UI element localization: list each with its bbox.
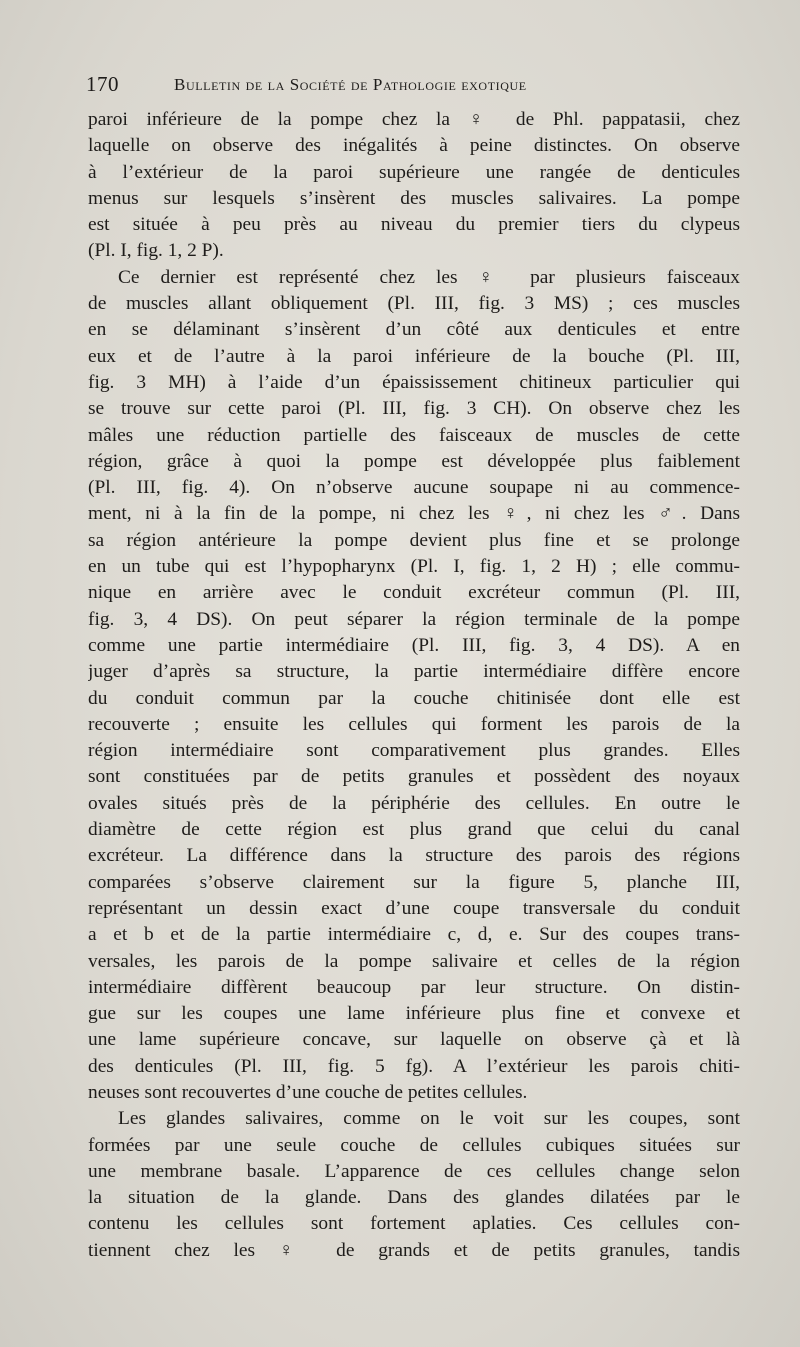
paragraph [88, 107, 740, 265]
text-line: fig. 3 MH) à l’aide d’un épaississement chitineux particulier qui [88, 371, 740, 393]
text-line: formées par une seule couche de cellules cubiques situées sur [88, 1134, 740, 1156]
text-line: comme une partie intermédiaire (Pl. III, fig. 3, 4 DS). A en [88, 634, 740, 656]
text-line: représentant un dessin exact d’une coupe transversale du conduit [88, 897, 740, 919]
text-line: est située à peu près au niveau du premier tiers du clypeus [88, 214, 740, 236]
text-line: comparées s’observe clairement sur la figure 5, planche III, [88, 871, 740, 893]
text-line: se trouve sur cette paroi (Pl. III, fig. 3 CH). On observe chez les [88, 398, 740, 420]
text-line: une membrane basale. L’apparence de ces cellules change selon [88, 1160, 740, 1182]
text-line: Ce dernier est représenté chez les ♀ par plusieurs faisceaux [118, 266, 740, 288]
running-head [86, 72, 740, 102]
text-line: mâles une réduction partielle des faisceaux de muscles de cette [88, 424, 740, 446]
text-line: (Pl. I, fig. 1, 2 P). [88, 240, 224, 262]
text-line: du conduit commun par la couche chitinisée dont elle est [88, 687, 740, 709]
text-line: en un tube qui est l’hypopharynx (Pl. I, fig. 1, 2 H) ; elle commu- [88, 556, 740, 578]
text-line: sont constituées par de petits granules et possèdent des noyaux [88, 766, 740, 788]
text-line: versales, les parois de la pompe salivaire et celles de la région [88, 950, 740, 972]
text-line: la situation de la glande. Dans des glandes dilatées par le [88, 1187, 740, 1209]
text-line: menus sur lesquels s’insèrent des muscles salivaires. La pompe [88, 187, 740, 209]
text-line: ovales situés près de la périphérie des cellules. En outre le [88, 792, 740, 814]
article-body [88, 107, 740, 1264]
text-line: région intermédiaire sont comparativement plus grandes. Elles [88, 740, 740, 762]
text-line: recouverte ; ensuite les cellules qui forment les parois de la [88, 713, 740, 735]
text-line: de muscles allant obliquement (Pl. III, fig. 3 MS) ; ces muscles [88, 293, 740, 315]
text-line: gue sur les coupes une lame inférieure plus fine et convexe et [88, 1003, 740, 1025]
text-line: a et b et de la partie intermédiaire c, d, e. Sur des coupes trans- [88, 924, 740, 946]
page-number: 170 [86, 72, 119, 96]
text-line: (Pl. III, fig. 4). On n’observe aucune soupape ni au commence- [88, 477, 740, 499]
text-line: à l’extérieur de la paroi supérieure une rangée de denticules [88, 161, 740, 183]
text-line: ment, ni à la fin de la pompe, ni chez les ♀, ni chez les ♂. Dans [88, 503, 740, 525]
text-line: eux et de l’autre à la paroi inférieure de la bouche (Pl. III, [88, 345, 740, 367]
text-line: diamètre de cette région est plus grand que celui du canal [88, 819, 740, 841]
text-line: paroi inférieure de la pompe chez la ♀ de Phl. pappatasii, chez [88, 109, 740, 130]
journal-title: Bulletin de la Société de Pathologie exotique [174, 75, 527, 94]
text-line: contenu les cellules sont fortement aplaties. Ces cellules con- [88, 1213, 740, 1235]
text-line: en se délaminant s’insèrent d’un côté aux denticules et entre [88, 319, 740, 341]
text-line: nique en arrière avec le conduit excréteur commun (Pl. III, [88, 582, 740, 604]
text-line: tiennent chez les ♀ de grands et de petits granules, tandis [88, 1239, 740, 1261]
text-line: fig. 3, 4 DS). On peut séparer la région terminale de la pompe [88, 608, 740, 630]
text-line: juger d’après sa structure, la partie intermédiaire diffère encore [88, 661, 740, 683]
text-line: région, grâce à quoi la pompe est développée plus faiblement [88, 450, 740, 472]
text-line: sa région antérieure la pompe devient plus fine et se prolonge [88, 529, 740, 551]
text-line: excréteur. La différence dans la structure des parois des régions [88, 845, 740, 867]
text-line: neuses sont recouvertes d’une couche de petites cellules. [88, 1081, 528, 1103]
text-line: laquelle on observe des inégalités à peine distinctes. On observe [88, 135, 740, 157]
paragraph [88, 265, 740, 1107]
text-line: intermédiaire diffèrent beaucoup par leur structure. On distin- [88, 976, 740, 998]
text-line: une lame supérieure concave, sur laquelle on observe çà et là [88, 1029, 740, 1051]
text-line: Les glandes salivaires, comme on le voit sur les coupes, sont [118, 1108, 740, 1130]
text-line: des denticules (Pl. III, fig. 5 fg). A l’extérieur les parois chiti- [88, 1055, 740, 1077]
paragraph [88, 1106, 740, 1264]
